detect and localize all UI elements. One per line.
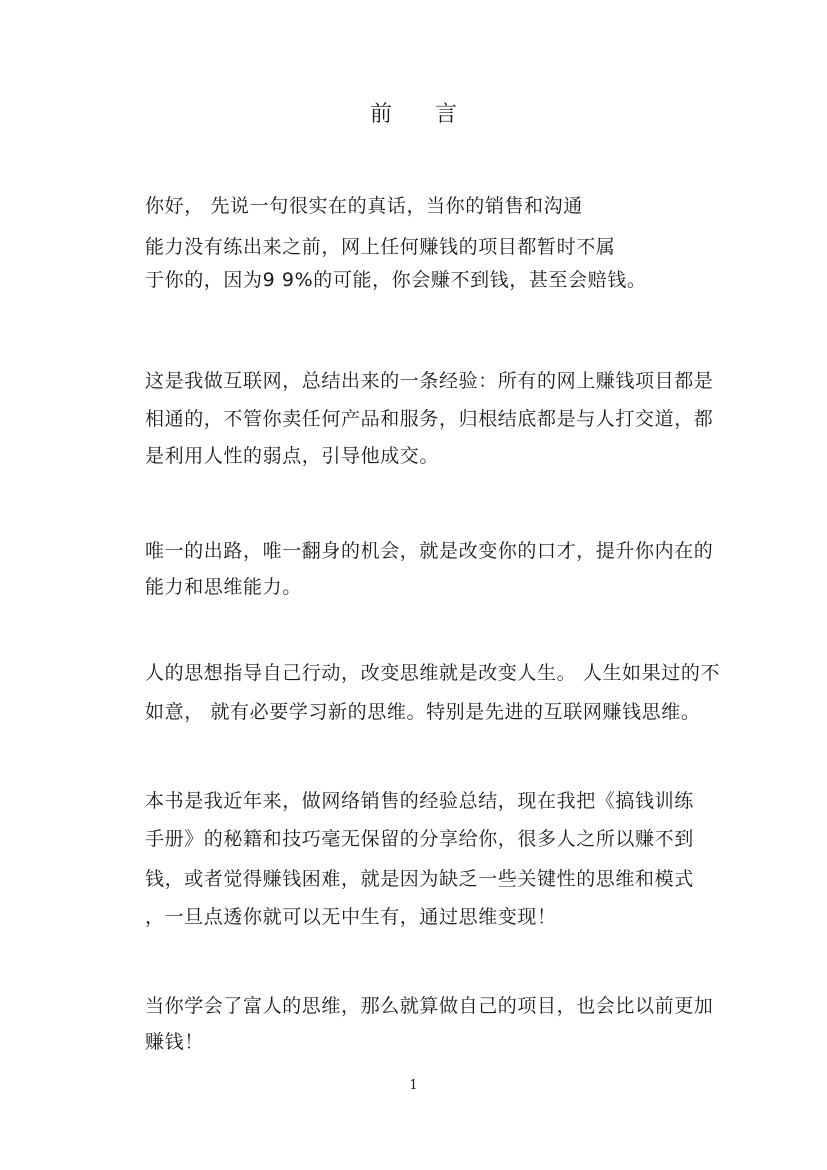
paragraph-1-line-2: 能力没有练出来之前，网上任何赚钱的项目都暂时不属 <box>145 236 616 258</box>
paragraph-4-line-2: 如意， 就有必要学习新的思维。特别是先进的互联网赚钱思维。 <box>145 701 701 723</box>
paragraph-4-line-1: 人的思想指导自己行动，改变思维就是改变人生。 人生如果过的不 <box>145 662 721 684</box>
paragraph-2-line-3: 是利用人性的弱点，引导他成交。 <box>145 445 440 467</box>
paragraph-5-line-3: 钱，或者觉得赚钱困难，就是因为缺乏一些关键性的思维和模式 <box>145 868 694 890</box>
paragraph-6-line-2: 赚钱！ <box>145 1031 204 1053</box>
paragraph-6-line-1: 当你学会了富人的思维，那么就算做自己的项目，也会比以前更加 <box>145 995 714 1017</box>
paragraph-3-line-1: 唯一的出路，唯一翻身的机会，就是改变你的口才，提升你内在的 <box>145 540 714 562</box>
paragraph-3-line-2: 能力和思维能力。 <box>145 576 302 598</box>
paragraph-2-line-2: 相通的，不管你卖任何产品和服务，归根结底都是与人打交道，都 <box>145 408 714 430</box>
paragraph-5-line-4: ，一旦点透你就可以无中生有，通过思维变现！ <box>145 906 557 928</box>
paragraph-1-line-1: 你好， 先说一句很实在的真话，当你的销售和沟通 <box>145 195 583 217</box>
paragraph-1-line-3: 于你的，因为9 9%的可能，你会赚不到钱，甚至会赔钱。 <box>145 269 647 291</box>
page-title: 前 言 <box>370 102 475 127</box>
paragraph-5-line-1: 本书是我近年来，做网络销售的经验总结，现在我把《搞钱训练 <box>145 790 694 812</box>
paragraph-2-line-1: 这是我做互联网，总结出来的一条经验：所有的网上赚钱项目都是 <box>145 370 714 392</box>
paragraph-5-line-2: 手册》的秘籍和技巧毫无保留的分享给你，很多人之所以赚不到 <box>145 828 694 850</box>
page-number: 1 <box>409 1078 418 1093</box>
